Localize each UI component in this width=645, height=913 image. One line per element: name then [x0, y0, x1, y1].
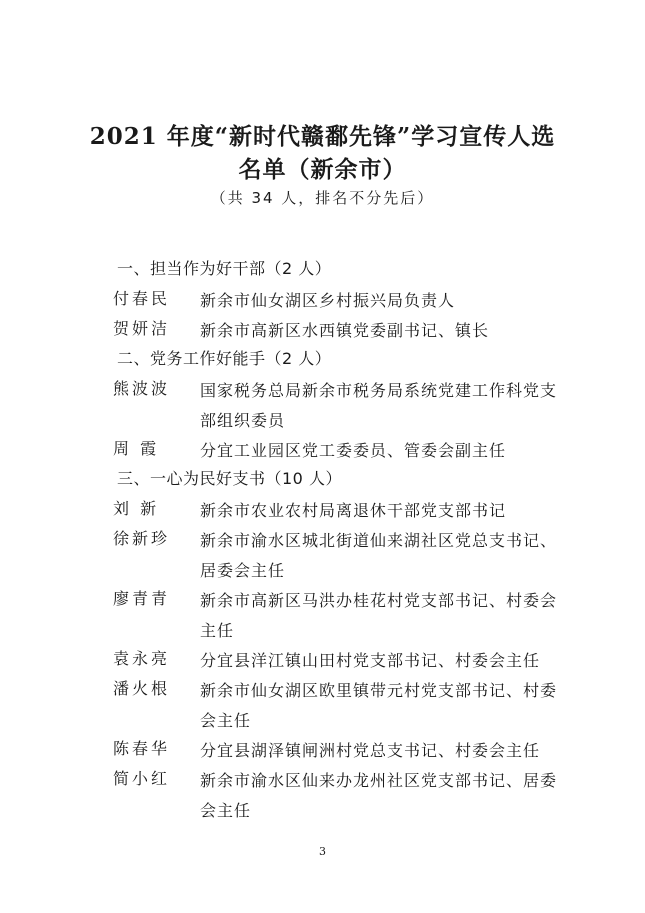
- person-title: [200, 586, 570, 646]
- person-title-line: 新余市高新区水西镇党委副书记、镇长: [200, 321, 490, 340]
- person-title-line: 会主任: [200, 801, 252, 820]
- person-name: 贺妍洁: [113, 319, 171, 338]
- person-title-line: 居委会主任: [200, 561, 286, 580]
- person-name: 付春民: [113, 289, 171, 308]
- person-title: [200, 436, 570, 466]
- person-title-line: 新余市高新区马洪办桂花村党支部书记、村委会: [200, 591, 558, 610]
- person-name: 简小红: [113, 769, 171, 788]
- person-name: 刘 新: [113, 499, 160, 518]
- document-title-line-1: 2021 年度“新时代赣鄱先锋”学习宣传人选: [89, 123, 556, 150]
- person-title: [200, 526, 570, 586]
- person-title-line: 分宜县湖泽镇闸洲村党总支书记、村委会主任: [200, 741, 541, 760]
- person-title-line: 部组织委员: [200, 411, 286, 430]
- document-subtitle: （共 34 人，排名不分先后）: [210, 189, 435, 207]
- person-title: [200, 376, 570, 436]
- person-title-line: 分宜县洋江镇山田村党支部书记、村委会主任: [200, 651, 541, 670]
- person-title-line: 主任: [200, 621, 235, 640]
- person-title: [200, 496, 570, 526]
- person-name: 陈春华: [113, 739, 171, 758]
- person-title: [200, 676, 570, 736]
- person-name: 袁永亮: [113, 649, 171, 668]
- section-heading: 二、党务工作好能手（2 人）: [117, 349, 332, 368]
- person-title-line: 国家税务总局新余市税务局系统党建工作科党支: [200, 381, 558, 400]
- person-name: 廖青青: [113, 589, 171, 608]
- person-name: 熊波波: [113, 379, 171, 398]
- person-title-line: 分宜工业园区党工委委员、管委会副主任: [200, 441, 507, 460]
- section-heading: 三、一心为民好支书（10 人）: [117, 469, 342, 488]
- document-title-line-2: 名单（新余市）: [238, 156, 407, 183]
- person-name: 潘火根: [113, 679, 171, 698]
- section-heading: 一、担当作为好干部（2 人）: [117, 259, 332, 278]
- person-title: [200, 286, 570, 316]
- page-number: 3: [319, 845, 326, 858]
- person-name: 徐新珍: [113, 529, 171, 548]
- person-title-line: 会主任: [200, 711, 252, 730]
- person-title: [200, 736, 570, 766]
- person-title-line: 新余市仙女湖区乡村振兴局负责人: [200, 291, 456, 310]
- person-title: [200, 316, 570, 346]
- person-title-line: 新余市农业农村局离退休干部党支部书记: [200, 501, 507, 520]
- person-title: [200, 766, 570, 826]
- person-title-line: 新余市渝水区仙来办龙州社区党支部书记、居委: [200, 771, 558, 790]
- person-title: [200, 646, 570, 676]
- person-title-line: 新余市仙女湖区欧里镇带元村党支部书记、村委: [200, 681, 558, 700]
- person-title-line: 新余市渝水区城北街道仙来湖社区党总支书记、: [200, 531, 558, 550]
- person-name: 周 霞: [113, 439, 160, 458]
